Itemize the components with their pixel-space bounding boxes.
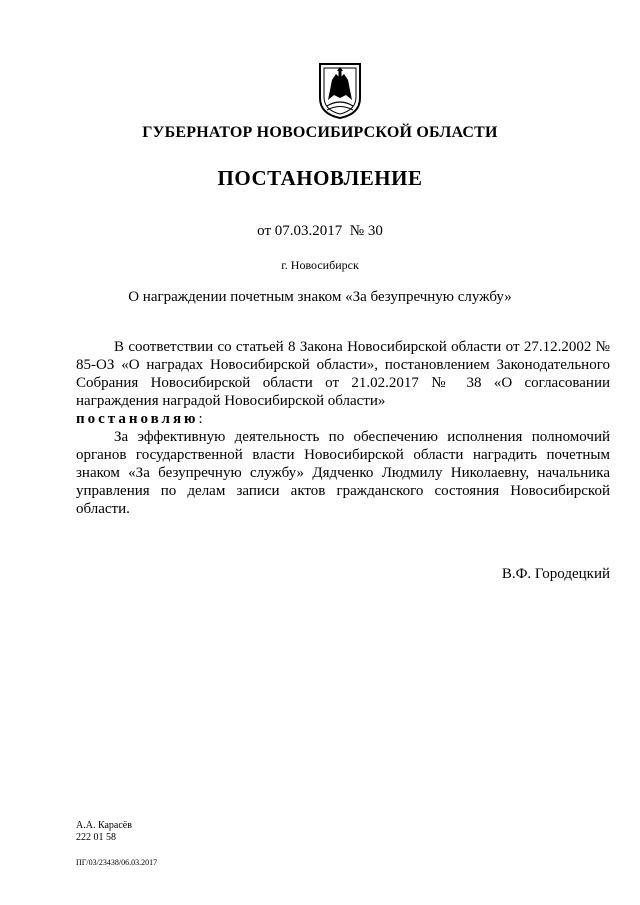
issuing-authority: ГУБЕРНАТОР НОВОСИБИРСКОЙ ОБЛАСТИ (142, 124, 498, 141)
decree-colon: : (198, 411, 203, 427)
preamble-text: В соответствии со статьей 8 Закона Новосибирской области от 27.12.2002 № 85-ОЗ «О наградах Новосибирской области», постановлением Законодательного Собрания Новосибирской области от 21.02.2017 № 38 «О согласовании награждения наградой Новосибирской области» (76, 339, 610, 409)
number-prefix: № (349, 223, 365, 239)
coat-of-arms-emblem (318, 62, 362, 120)
executor-info (76, 820, 132, 844)
preamble-paragraph (76, 338, 610, 410)
document-subject: О награждении почетным знаком «За безупречную службу» (128, 289, 512, 305)
document-code: ПГ/03/23438/06.03.2017 (76, 858, 158, 867)
date-prefix: от (257, 223, 272, 239)
decision-text: За эффективную деятельность по обеспечению исполнения полномочий органов государственной власти Новосибирской области наградить почетным знаком «За безупречную службу» Дядченко Людмилу Николаевну, начальника управления по делам записи актов гражданского состояния Новосибирской области. (76, 429, 610, 517)
executor-phone: 222 01 58 (76, 832, 116, 843)
document-date: 07.03.2017 (274, 223, 343, 239)
executor-name: А.А. Карасёв (76, 820, 132, 831)
decree-line (76, 410, 610, 428)
signature-name: В.Ф. Городецкий (501, 566, 610, 582)
decision-paragraph (76, 428, 610, 518)
decree-word: постановляю (76, 411, 199, 427)
document-type-title: ПОСТАНОВЛЕНИЕ (217, 166, 423, 190)
document-date-number (0, 223, 640, 240)
city-name: г. Новосибирск (281, 258, 359, 272)
document-number: 30 (367, 223, 383, 239)
document-body (76, 338, 610, 518)
